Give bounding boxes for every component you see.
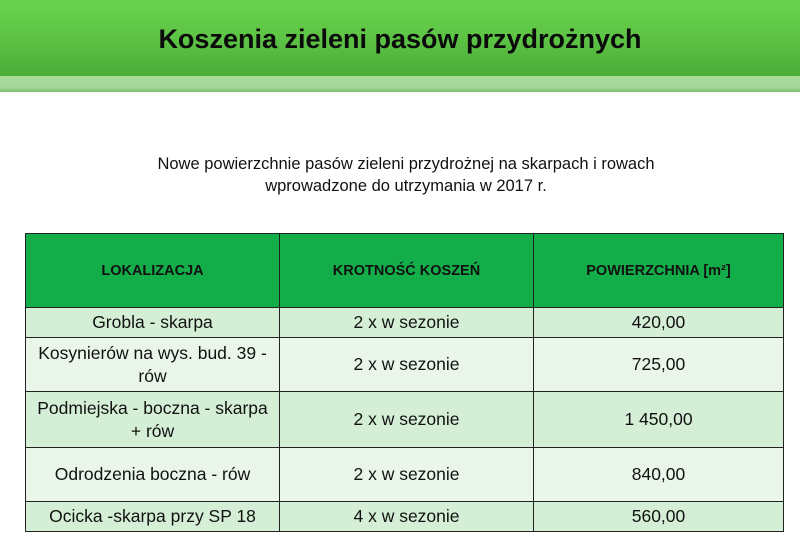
header-area: POWIERZCHNIA [m²] — [534, 234, 784, 308]
cell-frequency: 4 x w sezonie — [280, 502, 534, 532]
table-header-row — [26, 234, 784, 308]
table-row — [26, 502, 784, 532]
mowing-table — [25, 233, 784, 532]
cell-frequency: 2 x w sezonie — [280, 338, 534, 392]
cell-area: 725,00 — [534, 338, 784, 392]
cell-area: 1 450,00 — [534, 392, 784, 448]
cell-location: Ocicka -skarpa przy SP 18 — [26, 502, 280, 532]
cell-location: Odrodzenia boczna - rów — [26, 448, 280, 502]
slide-subtitle — [100, 153, 712, 197]
banner-glow — [0, 76, 800, 98]
subtitle-line-2: wprowadzone do utrzymania w 2017 r. — [265, 177, 547, 195]
table-row — [26, 308, 784, 338]
cell-frequency: 2 x w sezonie — [280, 392, 534, 448]
table-row — [26, 338, 784, 392]
table-row — [26, 392, 784, 448]
cell-location: Podmiejska - boczna - skarpa + rów — [26, 392, 280, 448]
header-location: LOKALIZACJA — [26, 234, 280, 308]
cell-area: 560,00 — [534, 502, 784, 532]
cell-frequency: 2 x w sezonie — [280, 448, 534, 502]
cell-frequency: 2 x w sezonie — [280, 308, 534, 338]
table-row — [26, 448, 784, 502]
cell-location: Kosynierów na wys. bud. 39 - rów — [26, 338, 280, 392]
cell-area: 420,00 — [534, 308, 784, 338]
slide-title: Koszenia zieleni pasów przydrożnych — [158, 24, 642, 54]
header-frequency: KROTNOŚĆ KOSZEŃ — [280, 234, 534, 308]
cell-location: Grobla - skarpa — [26, 308, 280, 338]
subtitle-line-1: Nowe powierzchnie pasów zieleni przydrożnej na skarpach i rowach — [157, 155, 655, 173]
cell-area: 840,00 — [534, 448, 784, 502]
